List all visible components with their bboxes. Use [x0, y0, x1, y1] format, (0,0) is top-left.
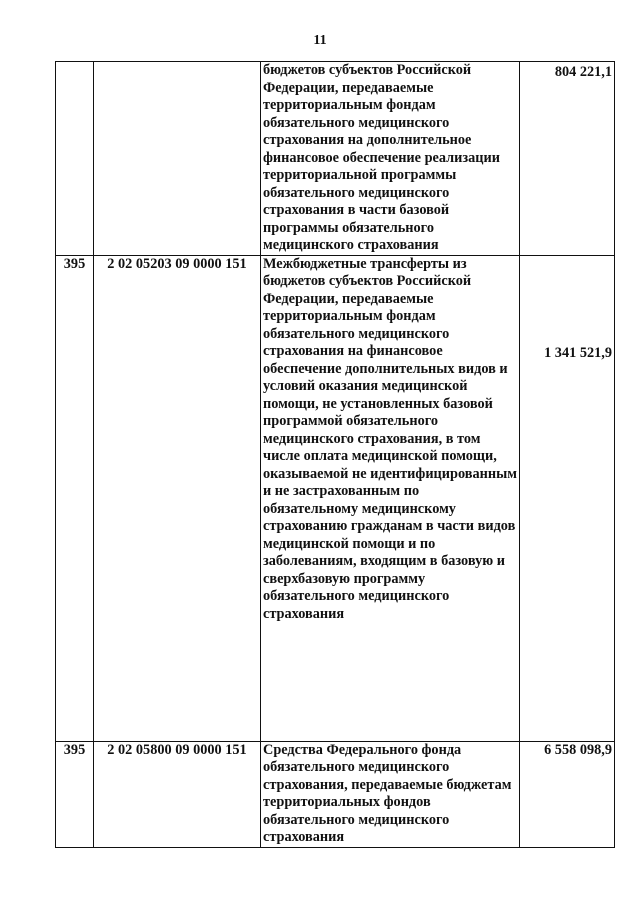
revenue-name-cell: Межбюджетные трансферты из бюджетов субъектов Российской Федерации, передаваемые территориальным фондам обязательного медицинского страхования на финансовое обеспечение дополнительных видов и условий оказания медицинской помощи, не установленных базовой программой обязательного медицинского страхования, в том числе оплата медицинской помощи, оказываемой не идентифицированным и не застрахованным по обязательному медицинскому страхованию гражданам в части видов медицинской помощи и по заболеваниям, входящим в базовую и сверхбазовую программу обязательного медицинского страхования	[261, 255, 520, 741]
page-number: 11	[313, 33, 327, 48]
revenue-name-cell: бюджетов субъектов Российской Федерации, передаваемые территориальным фондам обязательного медицинского страхования на дополнительное финансовое обеспечение реализации территориальной программы обязательного медицинского страхования в части базовой программы обязательного медицинского страхования	[261, 62, 520, 256]
table-row	[56, 255, 615, 741]
budget-classification-code-cell	[94, 62, 261, 256]
budget-revenue-table	[55, 61, 615, 848]
amount-cell: 804 221,1	[520, 62, 615, 256]
amount-cell: 6 558 098,9	[520, 741, 615, 847]
table-row	[56, 741, 615, 847]
budget-classification-code-cell: 2 02 05203 09 0000 151	[94, 255, 261, 741]
admin-code-cell	[56, 62, 94, 256]
table-row	[56, 62, 615, 256]
admin-code-cell: 395	[56, 741, 94, 847]
budget-classification-code-cell: 2 02 05800 09 0000 151	[94, 741, 261, 847]
amount-cell: 1 341 521,9	[520, 255, 615, 741]
revenue-name-cell: Средства Федерального фонда обязательного медицинского страхования, передаваемые бюджетам территориальных фондов обязательного медицинского страхования	[261, 741, 520, 847]
admin-code-cell: 395	[56, 255, 94, 741]
